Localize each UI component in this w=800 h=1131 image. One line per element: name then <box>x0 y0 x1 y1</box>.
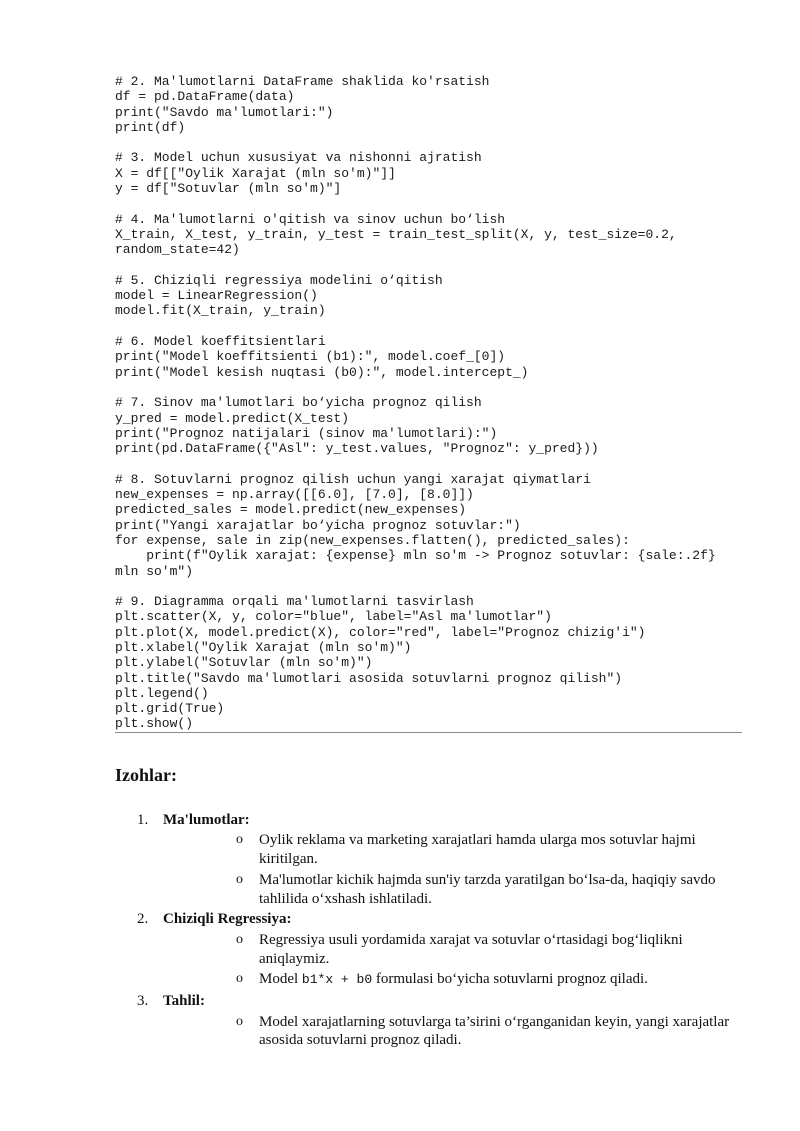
code-line: plt.legend() <box>115 685 209 701</box>
notes-heading: Izohlar: <box>115 765 177 785</box>
code-line: print("Prognoz natijalari (sinov ma'lumotlari):") <box>115 425 498 441</box>
formula-inline-code: b1*x + b0 <box>301 972 373 988</box>
code-line: # 2. Ma'lumotlarni DataFrame shaklida ko'rsatish <box>115 74 490 89</box>
bullet-icon: o <box>236 832 243 848</box>
bullet-icon: o <box>236 931 243 947</box>
bullet-text: Oylik reklama va marketing xarajatlari hamda ularga mos sotuvlar hajmi kiritilgan. <box>259 832 696 868</box>
code-line: # 6. Model koeffitsientlari <box>115 334 326 350</box>
item-number: 2. <box>137 911 149 928</box>
code-block-divider <box>115 732 742 733</box>
code-line: y = df["Sotuvlar (mln so'm)"] <box>115 181 342 197</box>
code-line <box>115 380 742 395</box>
bullet-text: Regressiya usuli yordamida xarajat va sotuvlar o‘rtasidagi bog‘liqlikni aniqlaymiz. <box>259 931 683 967</box>
bullet-icon: o <box>236 871 243 887</box>
code-line: X = df[["Oylik Xarajat (mln so'm)"]] <box>115 165 396 181</box>
item-title: Ma'lumotlar: <box>163 811 250 828</box>
list-bullet-item <box>163 871 735 908</box>
code-line: plt.xlabel("Oylik Xarajat (mln so'm)") <box>115 639 412 655</box>
code-line: model.fit(X_train, y_train) <box>115 303 326 319</box>
item-title: Tahlil: <box>163 993 205 1010</box>
bullet-text-after: formulasi bo‘yicha sotuvlarni prognoz qiladi. <box>372 971 648 988</box>
notes-section <box>115 766 735 1052</box>
code-line <box>115 319 742 334</box>
code-line: model = LinearRegression() <box>115 288 318 304</box>
code-line: # 5. Chiziqli regressiya modelini o‘qitish <box>115 272 443 288</box>
code-line <box>115 196 742 211</box>
code-line: plt.plot(X, model.predict(X), color="red", label="Prognoz chizig'i") <box>115 624 646 640</box>
code-line: plt.scatter(X, y, color="blue", label="Asl ma'lumotlar") <box>115 609 552 625</box>
code-line: plt.ylabel("Sotuvlar (mln so'm)") <box>115 655 373 671</box>
code-line: predicted_sales = model.predict(new_expenses) <box>115 502 467 518</box>
code-line: plt.grid(True) <box>115 701 225 717</box>
item-number: 1. <box>137 811 149 828</box>
code-line: print(df) <box>115 119 186 135</box>
bullet-icon: o <box>236 971 243 987</box>
code-line: # 9. Diagramma orqali ma'lumotlarni tasvirlash <box>115 594 474 610</box>
code-line: df = pd.DataFrame(data) <box>115 89 295 105</box>
code-line: plt.show() <box>115 716 194 732</box>
code-line: mln so'm") <box>115 563 194 579</box>
code-line: print(pd.DataFrame({"Asl": y_test.values, "Prognoz": y_pred})) <box>115 441 599 457</box>
code-line: # 8. Sotuvlarni prognoz qilish uchun yangi xarajat qiymatlari <box>115 471 591 487</box>
code-line <box>115 135 742 150</box>
code-line: print("Yangi xarajatlar bo‘yicha prognoz sotuvlar:") <box>115 517 521 533</box>
list-bullet-item <box>163 1013 735 1050</box>
code-line <box>115 258 742 273</box>
bullet-text: Model xarajatlarning sotuvlarga ta’sirini o‘rganganidan keyin, yangi xarajatlar asosida sotuvlarni prognoz qiladi. <box>259 1013 730 1049</box>
code-line: y_pred = model.predict(X_test) <box>115 410 350 426</box>
code-line: # 3. Model uchun xususiyat va nishonni ajratish <box>115 150 482 166</box>
bullet-icon: o <box>236 1013 243 1029</box>
bullet-text: Ma'lumotlar kichik hajmda sun'iy tarzda yaratilgan bo‘lsa-da, haqiqiy savdo tahlilida o‘xshash ishlatiladi. <box>259 871 716 907</box>
code-line: plt.title("Savdo ma'lumotlari asosida sotuvlarni prognoz qilish") <box>115 670 623 686</box>
code-line: print("Savdo ma'lumotlari:") <box>115 104 334 120</box>
notes-item-regression <box>115 910 735 990</box>
code-block <box>115 74 742 732</box>
code-line: print("Model koeffitsienti (b1):", model.coef_[0]) <box>115 349 506 365</box>
code-line: new_expenses = np.array([[6.0], [7.0], [8.0]]) <box>115 487 474 503</box>
code-line: X_train, X_test, y_train, y_test = train_test_split(X, y, test_size=0.2, <box>115 226 677 242</box>
list-bullet-item <box>163 831 735 868</box>
notes-item-data <box>115 811 735 909</box>
code-line <box>115 579 742 594</box>
notes-item-analysis <box>115 992 735 1050</box>
code-line: # 7. Sinov ma'lumotlari bo‘yicha prognoz qilish <box>115 395 482 411</box>
list-bullet-item <box>163 931 735 968</box>
bullet-text-before: Model <box>259 971 302 988</box>
code-line <box>115 456 742 471</box>
item-title: Chiziqli Regressiya: <box>163 911 292 928</box>
code-line: print(f"Oylik xarajat: {expense} mln so'm -> Prognoz sotuvlar: {sale:.2f} <box>115 548 716 564</box>
list-bullet-item <box>163 970 735 990</box>
code-line: # 4. Ma'lumotlarni o'qitish va sinov uchun bo‘lish <box>115 211 506 227</box>
code-line: random_state=42) <box>115 242 240 258</box>
code-line: print("Model kesish nuqtasi (b0):", model.intercept_) <box>115 364 529 380</box>
code-line: for expense, sale in zip(new_expenses.flatten(), predicted_sales): <box>115 532 630 548</box>
item-number: 3. <box>137 993 149 1010</box>
